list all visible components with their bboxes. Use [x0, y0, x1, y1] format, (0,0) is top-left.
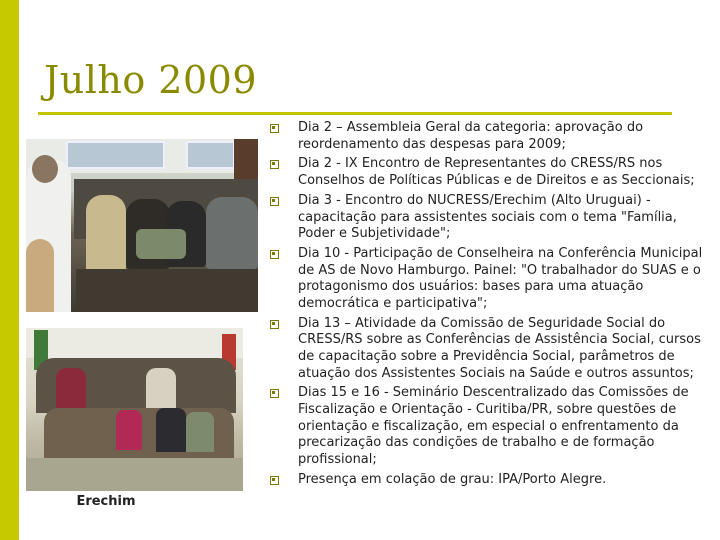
list-item-text: Dia 13 – Atividade da Comissão de Seguridade Social do CRESS/RS sobre as Conferências de Assistência Social, cursos de capacitação sobre a Previdência Social, parâmetros de atuação dos Assistentes Sociais na Saúde e outros assuntos;	[298, 315, 701, 381]
square-bullet-icon	[270, 389, 279, 398]
list-item	[264, 316, 714, 382]
square-bullet-icon	[270, 160, 279, 169]
list-item	[264, 120, 714, 153]
list-item	[264, 385, 714, 468]
activity-list	[264, 120, 714, 492]
square-bullet-icon	[270, 250, 279, 259]
square-bullet-icon	[270, 320, 279, 329]
photo-caption: Erechim	[76, 494, 136, 509]
left-accent-bar	[0, 0, 19, 540]
list-item	[264, 246, 714, 312]
list-item-text: Dia 10 - Participação de Conselheira na Conferência Municipal de AS de Novo Hamburgo. Painel: "O trabalhador do SUAS e o protagonismo dos usuários: bases para uma atuação democrática e participativa";	[298, 246, 703, 311]
slide-title: Julho 2009	[44, 58, 257, 102]
square-bullet-icon	[270, 197, 279, 206]
meeting-audience-photo	[26, 139, 258, 312]
list-item-text: Dia 2 – Assembleia Geral da categoria: aprovação do reordenamento das despesas para 2009;	[298, 120, 644, 152]
list-item-text: Dia 3 - Encontro do NUCRESS/Erechim (Alto Uruguai) - capacitação para assistentes sociais com o tema "Família, Poder e Subjetividade";	[298, 192, 677, 242]
square-bullet-icon	[270, 124, 279, 133]
list-item	[264, 472, 714, 489]
title-underline	[38, 112, 672, 115]
list-item-text: Dia 2 - IX Encontro de Representantes do CRESS/RS nos Conselhos de Políticas Públicas e de Direitos e as Seccionais;	[298, 156, 695, 189]
square-bullet-icon	[270, 476, 279, 485]
list-item-text: Dias 15 e 16 - Seminário Descentralizado das Comissões de Fiscalização e Orientação - Curitiba/PR, sobre questões de orientação e fiscalização, em especial o enfrentamento da precarização das condições de trabalho e de formação profissional;	[298, 385, 689, 467]
group-photo	[26, 328, 243, 491]
list-item	[264, 193, 714, 243]
list-item-text: Presença em colação de grau: IPA/Porto Alegre.	[298, 471, 607, 487]
list-item	[264, 156, 714, 189]
